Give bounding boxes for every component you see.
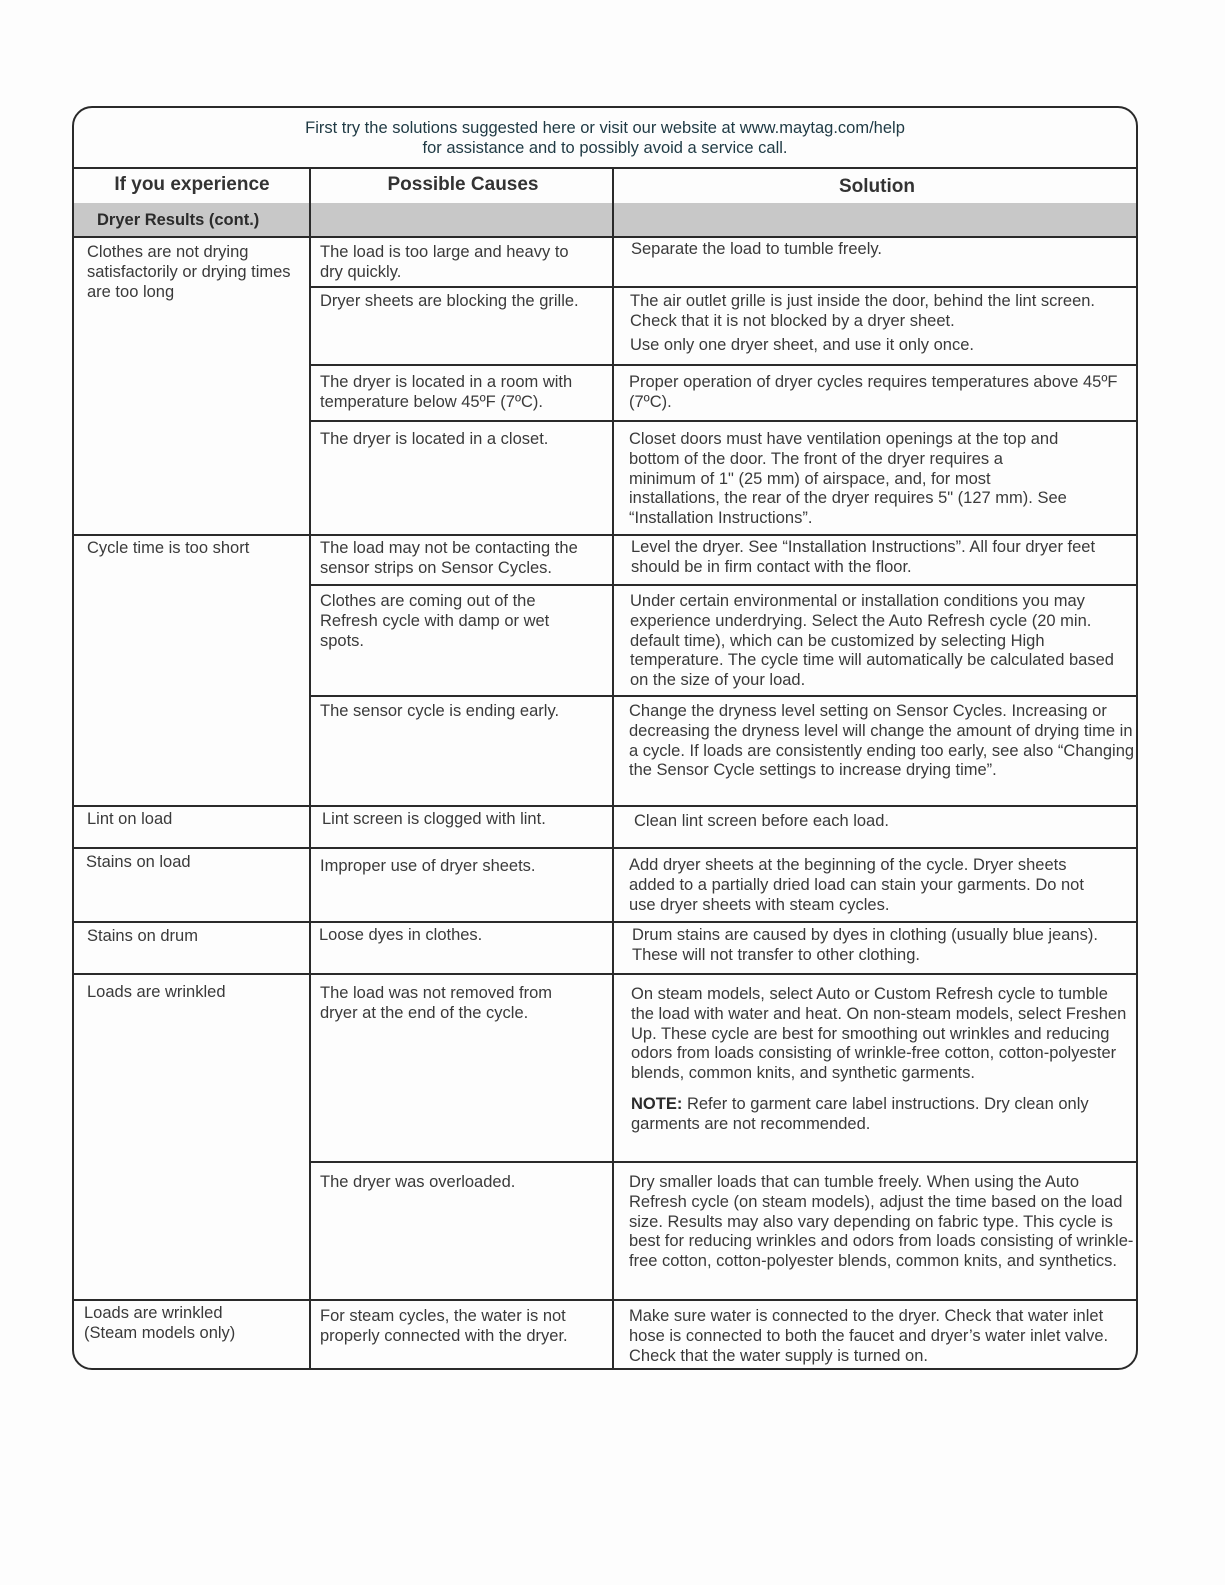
solution-cell bbox=[630, 292, 1138, 359]
cause-cell: Dryer sheets are blocking the grille. bbox=[320, 292, 579, 310]
cause-cell: The dryer was overloaded. bbox=[320, 1173, 516, 1191]
solution-cell: Add dryer sheets at the beginning of the cycle. Dryer sheets added to a partially dried load can stain your garments. Do not use dryer sheets with steam cycles. bbox=[629, 856, 1084, 914]
solution-text: The air outlet grille is just inside the door, behind the lint screen. Check that it is not blocked by a dryer sheet. bbox=[630, 292, 1096, 330]
cause-cell: The load may not be contacting the sensor strips on Sensor Cycles. bbox=[320, 539, 578, 577]
solution-cell: Drum stains are caused by dyes in clothing (usually blue jeans). These will not transfer to other clothing. bbox=[632, 926, 1098, 964]
header-solution: Solution bbox=[839, 176, 915, 197]
solution-cell: Closet doors must have ventilation openings at the top and bottom of the door. The front of the dryer requires a minimum of 1" (25 mm) of airspace, and, for most installations, the rear of the dryer requires 5" (127 mm). See “Installation Instructions”. bbox=[629, 430, 1067, 528]
problem-cell: Loads are wrinkled bbox=[87, 983, 226, 1001]
divider bbox=[74, 236, 1136, 238]
sub-row-divider bbox=[311, 1161, 1138, 1163]
problem-cell: Stains on drum bbox=[87, 927, 198, 945]
cause-cell: The sensor cycle is ending early. bbox=[320, 702, 560, 720]
header-possible-causes: Possible Causes bbox=[387, 174, 539, 195]
solution-cell: Proper operation of dryer cycles requires temperatures above 45ºF (7ºC). bbox=[629, 373, 1118, 411]
solution-cell: Change the dryness level setting on Sensor Cycles. Increasing or decreasing the dryness level will change the amount of drying time in a cycle. If loads are consistently ending too early, see also “Changing the Sensor Cycle settings to increase drying time”. bbox=[629, 702, 1135, 780]
row-divider bbox=[74, 973, 1136, 975]
cause-cell: The load was not removed from dryer at the end of the cycle. bbox=[320, 984, 553, 1022]
problem-cell: Stains on load bbox=[86, 853, 191, 871]
cause-cell: Loose dyes in clothes. bbox=[319, 926, 483, 944]
row-divider bbox=[74, 1299, 1136, 1301]
troubleshooting-table bbox=[72, 106, 1138, 1370]
header-if-you-experience: If you experience bbox=[114, 174, 270, 195]
row-divider bbox=[74, 921, 1136, 923]
cause-cell: The dryer is located in a room with temperature below 45ºF (7ºC). bbox=[320, 373, 573, 411]
row-divider bbox=[74, 847, 1136, 849]
solution-cell: Separate the load to tumble freely. bbox=[631, 240, 883, 258]
note-label: NOTE: bbox=[631, 1094, 683, 1113]
cause-cell: Improper use of dryer sheets. bbox=[320, 857, 536, 875]
sub-row-divider bbox=[311, 364, 1138, 366]
divider bbox=[74, 167, 1136, 169]
cause-cell: The dryer is located in a closet. bbox=[320, 430, 549, 448]
section-title: Dryer Results (cont.) bbox=[97, 211, 260, 229]
problem-cell: Lint on load bbox=[87, 810, 173, 828]
solution-cell: Dry smaller loads that can tumble freely. When using the Auto Refresh cycle (on steam models), adjust the time based on the load size. Results may also vary depending on fabric type. This cycle is best for reducing wrinkles and odors from loads consisting of wrinkle-free cotton, cotton-polyester blends, common knits, and synthetics. bbox=[629, 1173, 1134, 1271]
column-divider bbox=[612, 167, 614, 1370]
intro-line-2: for assistance and to possibly avoid a service call. bbox=[422, 139, 788, 157]
note-paragraph bbox=[631, 1095, 1131, 1135]
intro-line-1: First try the solutions suggested here or visit our website at www.maytag.com/help bbox=[305, 119, 905, 137]
solution-text: On steam models, select Auto or Custom Refresh cycle to tumble the load with water and heat. On non-steam models, select Freshen Up. These cycle are best for smoothing out wrinkles and reducing odors from loads consisting of wrinkle-free cotton, cotton-polyester blends, common knits, and synthetic garments. bbox=[631, 985, 1127, 1083]
intro-text bbox=[74, 108, 1136, 168]
solution-cell bbox=[631, 985, 1131, 1139]
sub-row-divider bbox=[311, 584, 1138, 586]
column-divider bbox=[309, 167, 311, 1370]
problem-cell: Loads are wrinkled (Steam models only) bbox=[84, 1304, 236, 1342]
cause-cell: Clothes are coming out of the Refresh cycle with damp or wet spots. bbox=[320, 592, 550, 650]
sub-row-divider bbox=[311, 695, 1138, 697]
row-divider bbox=[74, 805, 1136, 807]
row-divider bbox=[74, 534, 1136, 536]
note-text: Refer to garment care label instructions. Dry clean only garments are not recommended. bbox=[631, 1094, 1089, 1133]
solution-cell: Level the dryer. See “Installation Instructions”. All four dryer feet should be in firm contact with the floor. bbox=[631, 538, 1096, 576]
solution-text: Use only one dryer sheet, and use it only once. bbox=[630, 335, 974, 354]
cause-cell: Lint screen is clogged with lint. bbox=[322, 810, 546, 828]
sub-row-divider bbox=[311, 286, 1138, 288]
solution-cell: Clean lint screen before each load. bbox=[634, 812, 889, 830]
cause-cell: The load is too large and heavy to dry quickly. bbox=[320, 243, 569, 281]
problem-cell: Clothes are not drying satisfactorily or drying times are too long bbox=[87, 243, 291, 301]
problem-cell: Cycle time is too short bbox=[87, 539, 250, 557]
solution-cell: Make sure water is connected to the dryer. Check that water inlet hose is connected to both the faucet and dryer’s water inlet valve. Check that the water supply is turned on. bbox=[629, 1307, 1109, 1365]
sub-row-divider bbox=[311, 420, 1138, 422]
cause-cell: For steam cycles, the water is not properly connected with the dryer. bbox=[320, 1307, 568, 1345]
solution-cell: Under certain environmental or installation conditions you may experience underdrying. Select the Auto Refresh cycle (20 min. default time), which can be customized by selecting High temperature. The cycle time will automatically be calculated based on the size of your load. bbox=[630, 592, 1114, 690]
